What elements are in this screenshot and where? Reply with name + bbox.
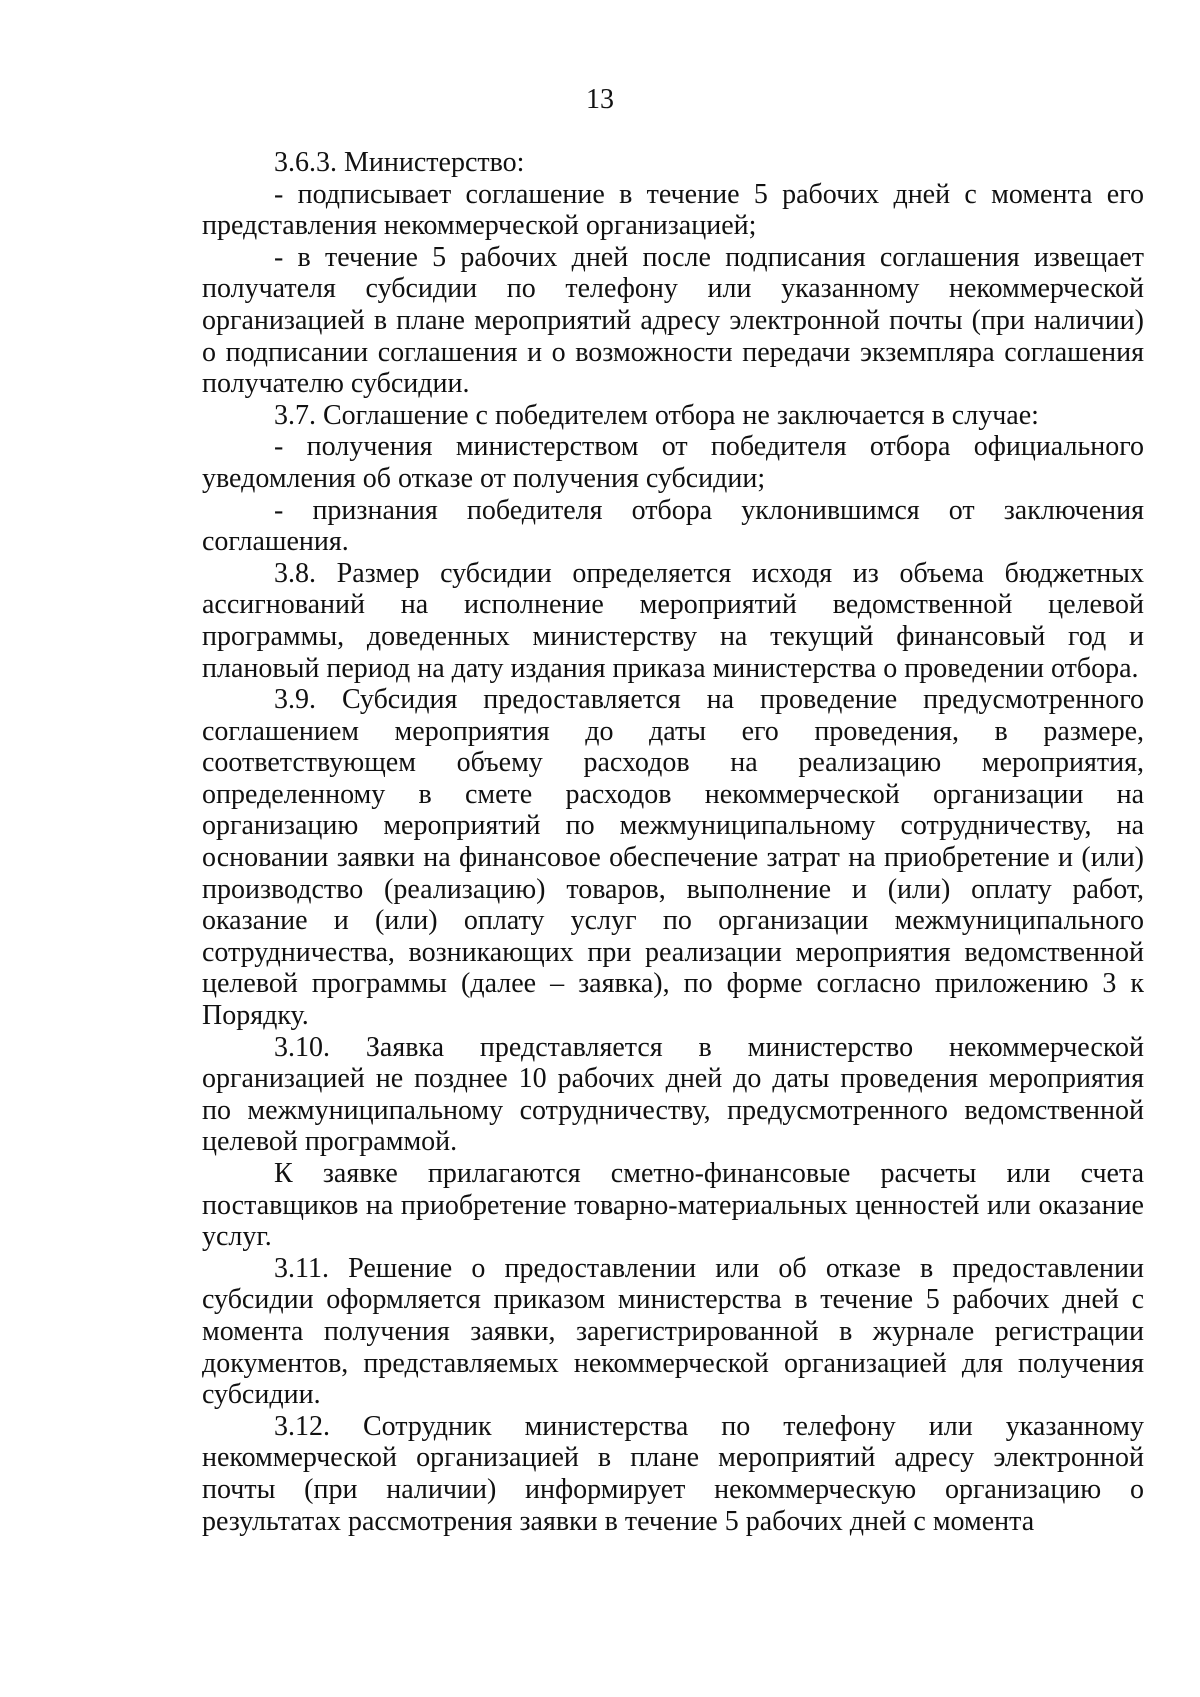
page-number: 13 [586,84,614,115]
paragraph-3-8: 3.8. Размер субсидии определяется исходя из объема бюджетных ассигнований на исполнение мероприятий ведомственной целевой программы, доведенных министерству на текущий финансовый год и плановый период на дату издания приказа министерства о проведении отбора. [202,557,1144,684]
paragraph-sign-agreement: - подписывает соглашение в течение 5 рабочих дней с момента его представления некоммерческой организацией; [202,178,1144,242]
paragraph-3-6-3-heading: 3.6.3. Министерство: [274,147,525,178]
paragraph-3-12: 3.12. Сотрудник министерства по телефону или указанному некоммерческой организацией в плане мероприятий адресу электронной почты (при наличии) информирует некоммерческую организацию о результатах рассмотрения заявки в течение 5 рабочих дней с момента [202,1410,1144,1537]
paragraph-3-11: 3.11. Решение о предоставлении или об отказе в предоставлении субсидии оформляется приказом министерства в течение 5 рабочих дней с момента получения заявки, зарегистрированной в журнале регистрации документов, представляемых некоммерческой организацией для получения субсидии. [202,1252,1144,1411]
paragraph-3-7-evasion: - признания победителя отбора уклонившимся от заключения соглашения. [202,494,1144,558]
paragraph-3-10: 3.10. Заявка представляется в министерство некоммерческой организацией не позднее 10 рабочих дней до даты проведения мероприятия по межмуниципальному сотрудничеству, предусмотренного ведомственной целевой программой. [202,1031,1144,1158]
document-body [202,147,1144,1537]
paragraph-3-10-attachments: К заявке прилагаются сметно-финансовые расчеты или счета поставщиков на приобретение товарно-материальных ценностей или оказание услуг. [202,1158,1144,1253]
paragraph-3-9: 3.9. Субсидия предоставляется на проведение предусмотренного соглашением мероприятия до даты его проведения, в размере, соответствующем объему расходов на реализацию мероприятия, определенному в смете расходов некоммерческой организации на организацию мероприятий по межмуниципальному сотрудничеству, на основании заявки на финансовое обеспечение затрат на приобретение и (или) производство (реализацию) товаров, выполнение и (или) оплату работ, оказание и (или) оплату услуг по организации межмуниципального сотрудничества, возникающих при реализации мероприятия ведомственной целевой программы (далее – заявка), по форме согласно приложению 3 к Порядку. [202,684,1144,1032]
paragraph-notify-recipient: - в течение 5 рабочих дней после подписания соглашения извещает получателя субсидии по телефону или указанному некоммерческой организацией в плане мероприятий адресу электронной почты (при наличии) о подписании соглашения и о возможности передачи экземпляра соглашения получателю субсидии. [202,241,1144,400]
paragraph-3-7: 3.7. Соглашение с победителем отбора не заключается в случае: [274,399,1039,431]
paragraph-3-7-refusal: - получения министерством от победителя отбора официального уведомления об отказе от получения субсидии; [202,431,1144,494]
